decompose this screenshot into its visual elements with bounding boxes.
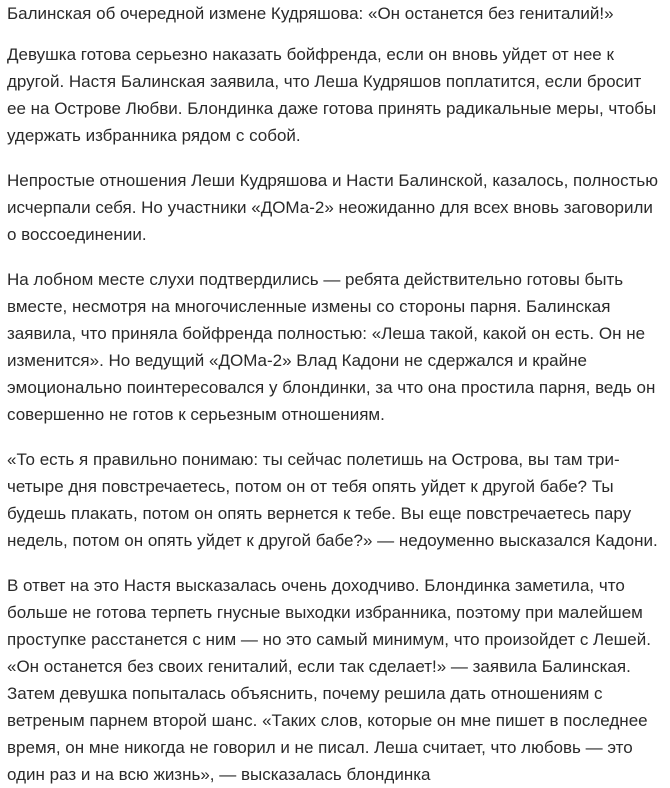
article-paragraph: В ответ на это Настя высказалась очень доходчиво. Блондинка заметила, что больше не готова терпеть гнусные выходки избранника, поэтому при малейшем проступке расстанется с ним — но это самый минимум, что произойдет с Лешей. «Он останется без своих гениталий, если так сделает!» — заявила Балинская. Затем девушка попыталась объяснить, почему решила дать отношениям с ветреным парнем второй шанс. «Таких слов, которые он мне пишет в последнее время, он мне никогда не говорил и не писал. Леша считает, что любовь — это один раз и на всю жизнь», — высказалась блондинка bbox=[7, 576, 651, 784]
article-paragraph: Девушка готова серьезно наказать бойфренда, если он вновь уйдет от нее к другой. Настя Балинская заявила, что Леша Кудряшов поплатится, если бросит ее на Острове Любви. Блондинка даже готова принять радикальные меры, чтобы удержать избранника рядом с собой. bbox=[7, 45, 657, 145]
article-paragraph: «То есть я правильно понимаю: ты сейчас полетишь на Острова, вы там три-четыре дня повстречаетесь, потом он от тебя опять уйдет к другой бабе? Ты будешь плакать, потом он опять вернется к тебе. Вы еще повстречаетесь пару недель, потом он опять уйдет к другой бабе?» — недоуменно высказался Кадони. bbox=[7, 450, 658, 550]
article-paragraph: Непростые отношения Леши Кудряшова и Насти Балинской, казалось, полностью исчерпали себя. Но участники «ДОМа-2» неожиданно для всех вновь заговорили о воссоединении. bbox=[7, 171, 658, 244]
article-title: Балинская об очередной измене Кудряшова: «Он останется без гениталий!» bbox=[7, 4, 614, 23]
article-paragraph: На лобном месте слухи подтвердились — ребята действительно готовы быть вместе, несмотря на многочисленные измены со стороны парня. Балинская заявила, что приняла бойфренда полностью: «Леша такой, какой он есть. Он не изменится». Но ведущий «ДОМа-2» Влад Кадони не сдержался и крайне эмоционально поинтересовался у блондинки, за что она простила парня, ведь он совершенно не готов к серьезным отношениям. bbox=[7, 270, 656, 424]
